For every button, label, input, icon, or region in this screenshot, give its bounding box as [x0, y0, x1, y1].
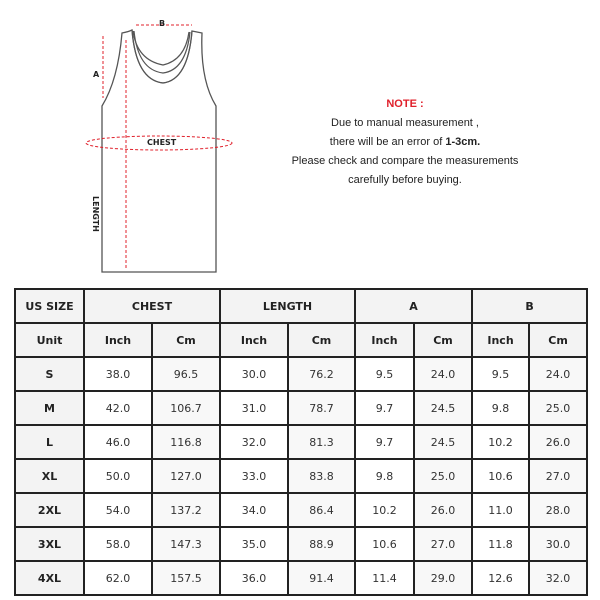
- header-us-size: US SIZE: [15, 289, 84, 323]
- size-cell: M: [15, 391, 84, 425]
- value-cell: 116.8: [152, 425, 220, 459]
- value-cell: 29.0: [414, 561, 472, 595]
- value-cell: 9.8: [355, 459, 414, 493]
- note-line-2: [270, 133, 540, 152]
- value-cell: 36.0: [220, 561, 288, 595]
- note-line-4: carefully before buying.: [348, 174, 462, 186]
- value-cell: 147.3: [152, 527, 220, 561]
- header-row: [15, 289, 587, 323]
- value-cell: 24.0: [414, 357, 472, 391]
- unit-cell: Inch: [220, 323, 288, 357]
- note-title: NOTE :: [386, 98, 424, 110]
- note-line-2-text: there will be an error of: [329, 136, 446, 148]
- value-cell: 9.7: [355, 391, 414, 425]
- value-cell: 9.5: [355, 357, 414, 391]
- value-cell: 86.4: [288, 493, 355, 527]
- value-cell: 11.8: [472, 527, 529, 561]
- note-line-1: Due to manual measurement ,: [331, 117, 479, 129]
- value-cell: 10.6: [355, 527, 414, 561]
- value-cell: 24.5: [414, 425, 472, 459]
- value-cell: 42.0: [84, 391, 152, 425]
- value-cell: 11.4: [355, 561, 414, 595]
- value-cell: 25.0: [414, 459, 472, 493]
- header-b: B: [472, 289, 587, 323]
- table-row: [15, 357, 587, 391]
- size-cell: 3XL: [15, 527, 84, 561]
- value-cell: 76.2: [288, 357, 355, 391]
- value-cell: 30.0: [220, 357, 288, 391]
- size-chart-table: [14, 288, 588, 596]
- value-cell: 24.0: [529, 357, 587, 391]
- value-cell: 26.0: [529, 425, 587, 459]
- value-cell: 30.0: [529, 527, 587, 561]
- value-cell: 31.0: [220, 391, 288, 425]
- value-cell: 26.0: [414, 493, 472, 527]
- table-row: [15, 527, 587, 561]
- header-a: A: [355, 289, 472, 323]
- unit-label: Unit: [15, 323, 84, 357]
- value-cell: 27.0: [529, 459, 587, 493]
- value-cell: 127.0: [152, 459, 220, 493]
- unit-cell: Inch: [472, 323, 529, 357]
- value-cell: 11.0: [472, 493, 529, 527]
- header-chest: CHEST: [84, 289, 220, 323]
- value-cell: 27.0: [414, 527, 472, 561]
- label-length: LENGTH: [91, 196, 100, 232]
- unit-cell: Cm: [529, 323, 587, 357]
- value-cell: 62.0: [84, 561, 152, 595]
- table-row: [15, 493, 587, 527]
- value-cell: 88.9: [288, 527, 355, 561]
- value-cell: 46.0: [84, 425, 152, 459]
- table-row: [15, 391, 587, 425]
- value-cell: 24.5: [414, 391, 472, 425]
- value-cell: 78.7: [288, 391, 355, 425]
- value-cell: 106.7: [152, 391, 220, 425]
- size-cell: XL: [15, 459, 84, 493]
- value-cell: 137.2: [152, 493, 220, 527]
- value-cell: 9.5: [472, 357, 529, 391]
- value-cell: 38.0: [84, 357, 152, 391]
- unit-cell: Inch: [84, 323, 152, 357]
- table-row: [15, 425, 587, 459]
- unit-cell: Cm: [152, 323, 220, 357]
- value-cell: 96.5: [152, 357, 220, 391]
- value-cell: 35.0: [220, 527, 288, 561]
- measurement-note: [270, 95, 540, 190]
- tank-top-diagram: [80, 10, 250, 280]
- note-line-3: Please check and compare the measurements: [291, 155, 519, 167]
- value-cell: 25.0: [529, 391, 587, 425]
- table-row: [15, 561, 587, 595]
- size-cell: L: [15, 425, 84, 459]
- table-row: [15, 459, 587, 493]
- value-cell: 10.2: [472, 425, 529, 459]
- value-cell: 34.0: [220, 493, 288, 527]
- label-a: A: [93, 70, 100, 79]
- value-cell: 54.0: [84, 493, 152, 527]
- value-cell: 9.8: [472, 391, 529, 425]
- value-cell: 10.6: [472, 459, 529, 493]
- value-cell: 32.0: [529, 561, 587, 595]
- size-cell: 4XL: [15, 561, 84, 595]
- value-cell: 32.0: [220, 425, 288, 459]
- value-cell: 58.0: [84, 527, 152, 561]
- value-cell: 83.8: [288, 459, 355, 493]
- value-cell: 157.5: [152, 561, 220, 595]
- label-chest: CHEST: [147, 138, 177, 147]
- value-cell: 33.0: [220, 459, 288, 493]
- value-cell: 10.2: [355, 493, 414, 527]
- unit-cell: Inch: [355, 323, 414, 357]
- value-cell: 81.3: [288, 425, 355, 459]
- size-cell: 2XL: [15, 493, 84, 527]
- header-length: LENGTH: [220, 289, 355, 323]
- size-cell: S: [15, 357, 84, 391]
- unit-cell: Cm: [288, 323, 355, 357]
- unit-row: [15, 323, 587, 357]
- note-error-range: 1-3cm.: [445, 136, 481, 148]
- value-cell: 50.0: [84, 459, 152, 493]
- value-cell: 28.0: [529, 493, 587, 527]
- value-cell: 12.6: [472, 561, 529, 595]
- label-b: B: [159, 19, 166, 28]
- value-cell: 9.7: [355, 425, 414, 459]
- unit-cell: Cm: [414, 323, 472, 357]
- value-cell: 91.4: [288, 561, 355, 595]
